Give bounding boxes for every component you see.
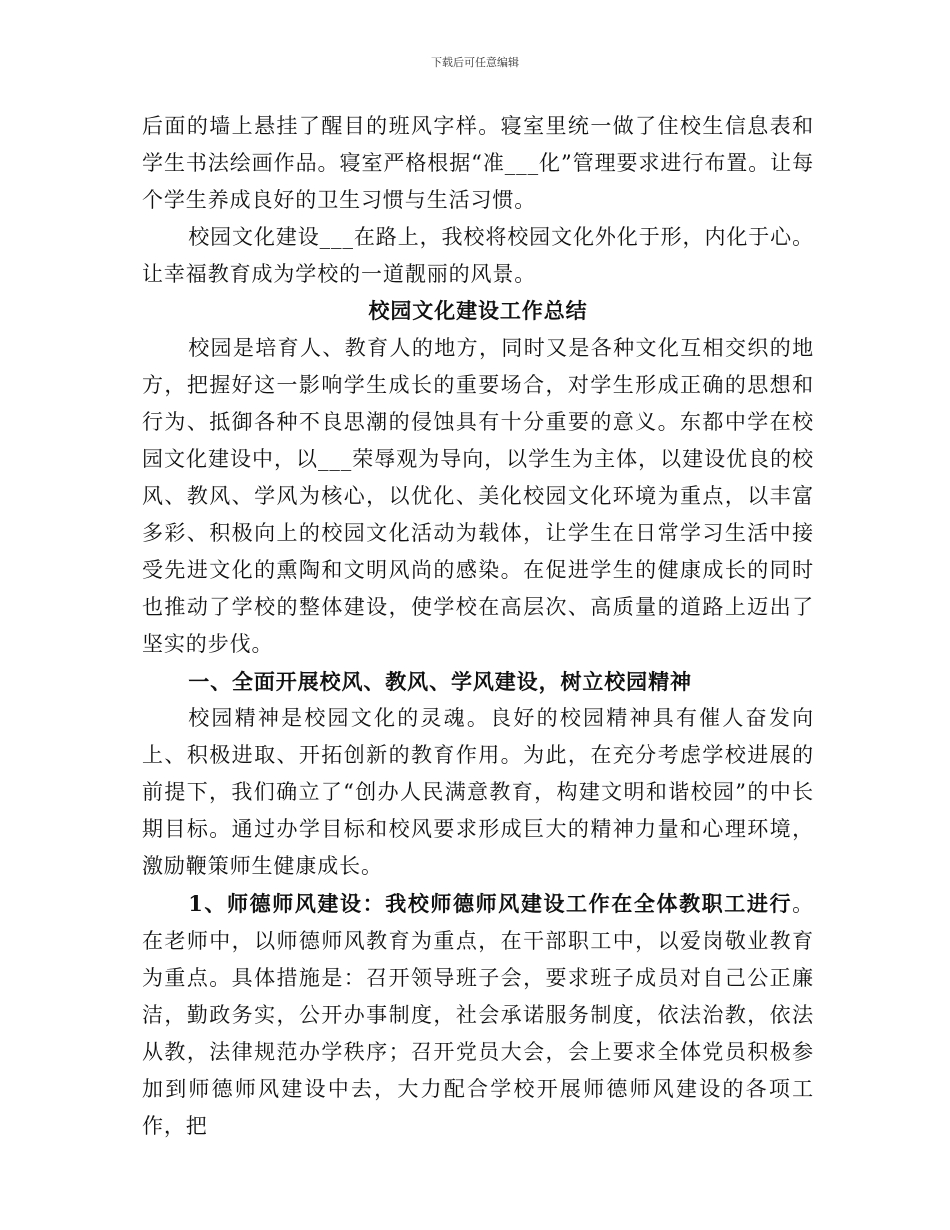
section-heading-1: 一、全面开展校风、教风、学风建设，树立校园精神 [188,669,692,694]
document-body [142,108,814,1145]
teacher-ethics-lead: 1、师德师风建设：我校师德师风建设工作在全体教职工进行 [188,891,793,916]
teacher-ethics-text: 。在老师中，以师德师风教育为重点，在干部职工中，以爱岗敬业教育为重点。具体措施是：召开领导班子会，要求班子成员对自己公正廉洁，勤政务实，公开办事制度，社会承诺服务制度，依法治教，依法从教，法律规范办学秩序；召开党员大会，会上要求全体党员积极参加到师德师风建设中去，大力配合学校开展师德师风建设的各项工作，把 [142,892,814,1138]
paragraph-dormitory: 后面的墙上悬挂了醒目的班风字样。寝室里统一做了住校生信息表和学生书法绘画作品。寝室严格根据“准___化”管理要求进行布置。让每个学生养成良好的卫生习惯与生活习惯。 [142,114,814,212]
page-header-note: 下载后可任意编辑 [431,56,519,69]
paragraph-campus-spirit: 校园精神是校园文化的灵魂。良好的校园精神具有催人奋发向上、积极进取、开拓创新的教育作用。为此，在充分考虑学校进展的前提下，我们确立了“创办人民满意教育，构建文明和谐校园”的中长期目标。通过办学目标和校风要求形成巨大的精神力量和心理环境，激励鞭策师生健康成长。 [142,706,814,878]
paragraph-culture-road: 校园文化建设___在路上，我校将校园文化外化于形，内化于心。让幸福教育成为学校的一道靓丽的风景。 [142,225,814,286]
paragraph-teacher-ethics [142,885,814,1145]
document-title: 校园文化建设工作总结 [368,299,588,323]
paragraph-intro: 校园是培育人、教育人的地方，同时又是各种文化互相交织的地方，把握好这一影响学生成长的重要场合，对学生形成正确的思想和行为、抵御各种不良思潮的侵蚀具有十分重要的意义。东都中学在校园文化建设中，以___荣辱观为导向，以学生为主体，以建设优良的校风、教风、学风为核心，以优化、美化校园文化环境为重点，以丰富多彩、积极向上的校园文化活动为载体，让学生在日常学习生活中接受先进文化的熏陶和文明风尚的感染。在促进学生的健康成长的同时也推动了学校的整体建设，使学校在高层次、高质量的道路上迈出了坚实的步伐。 [142,336,814,656]
